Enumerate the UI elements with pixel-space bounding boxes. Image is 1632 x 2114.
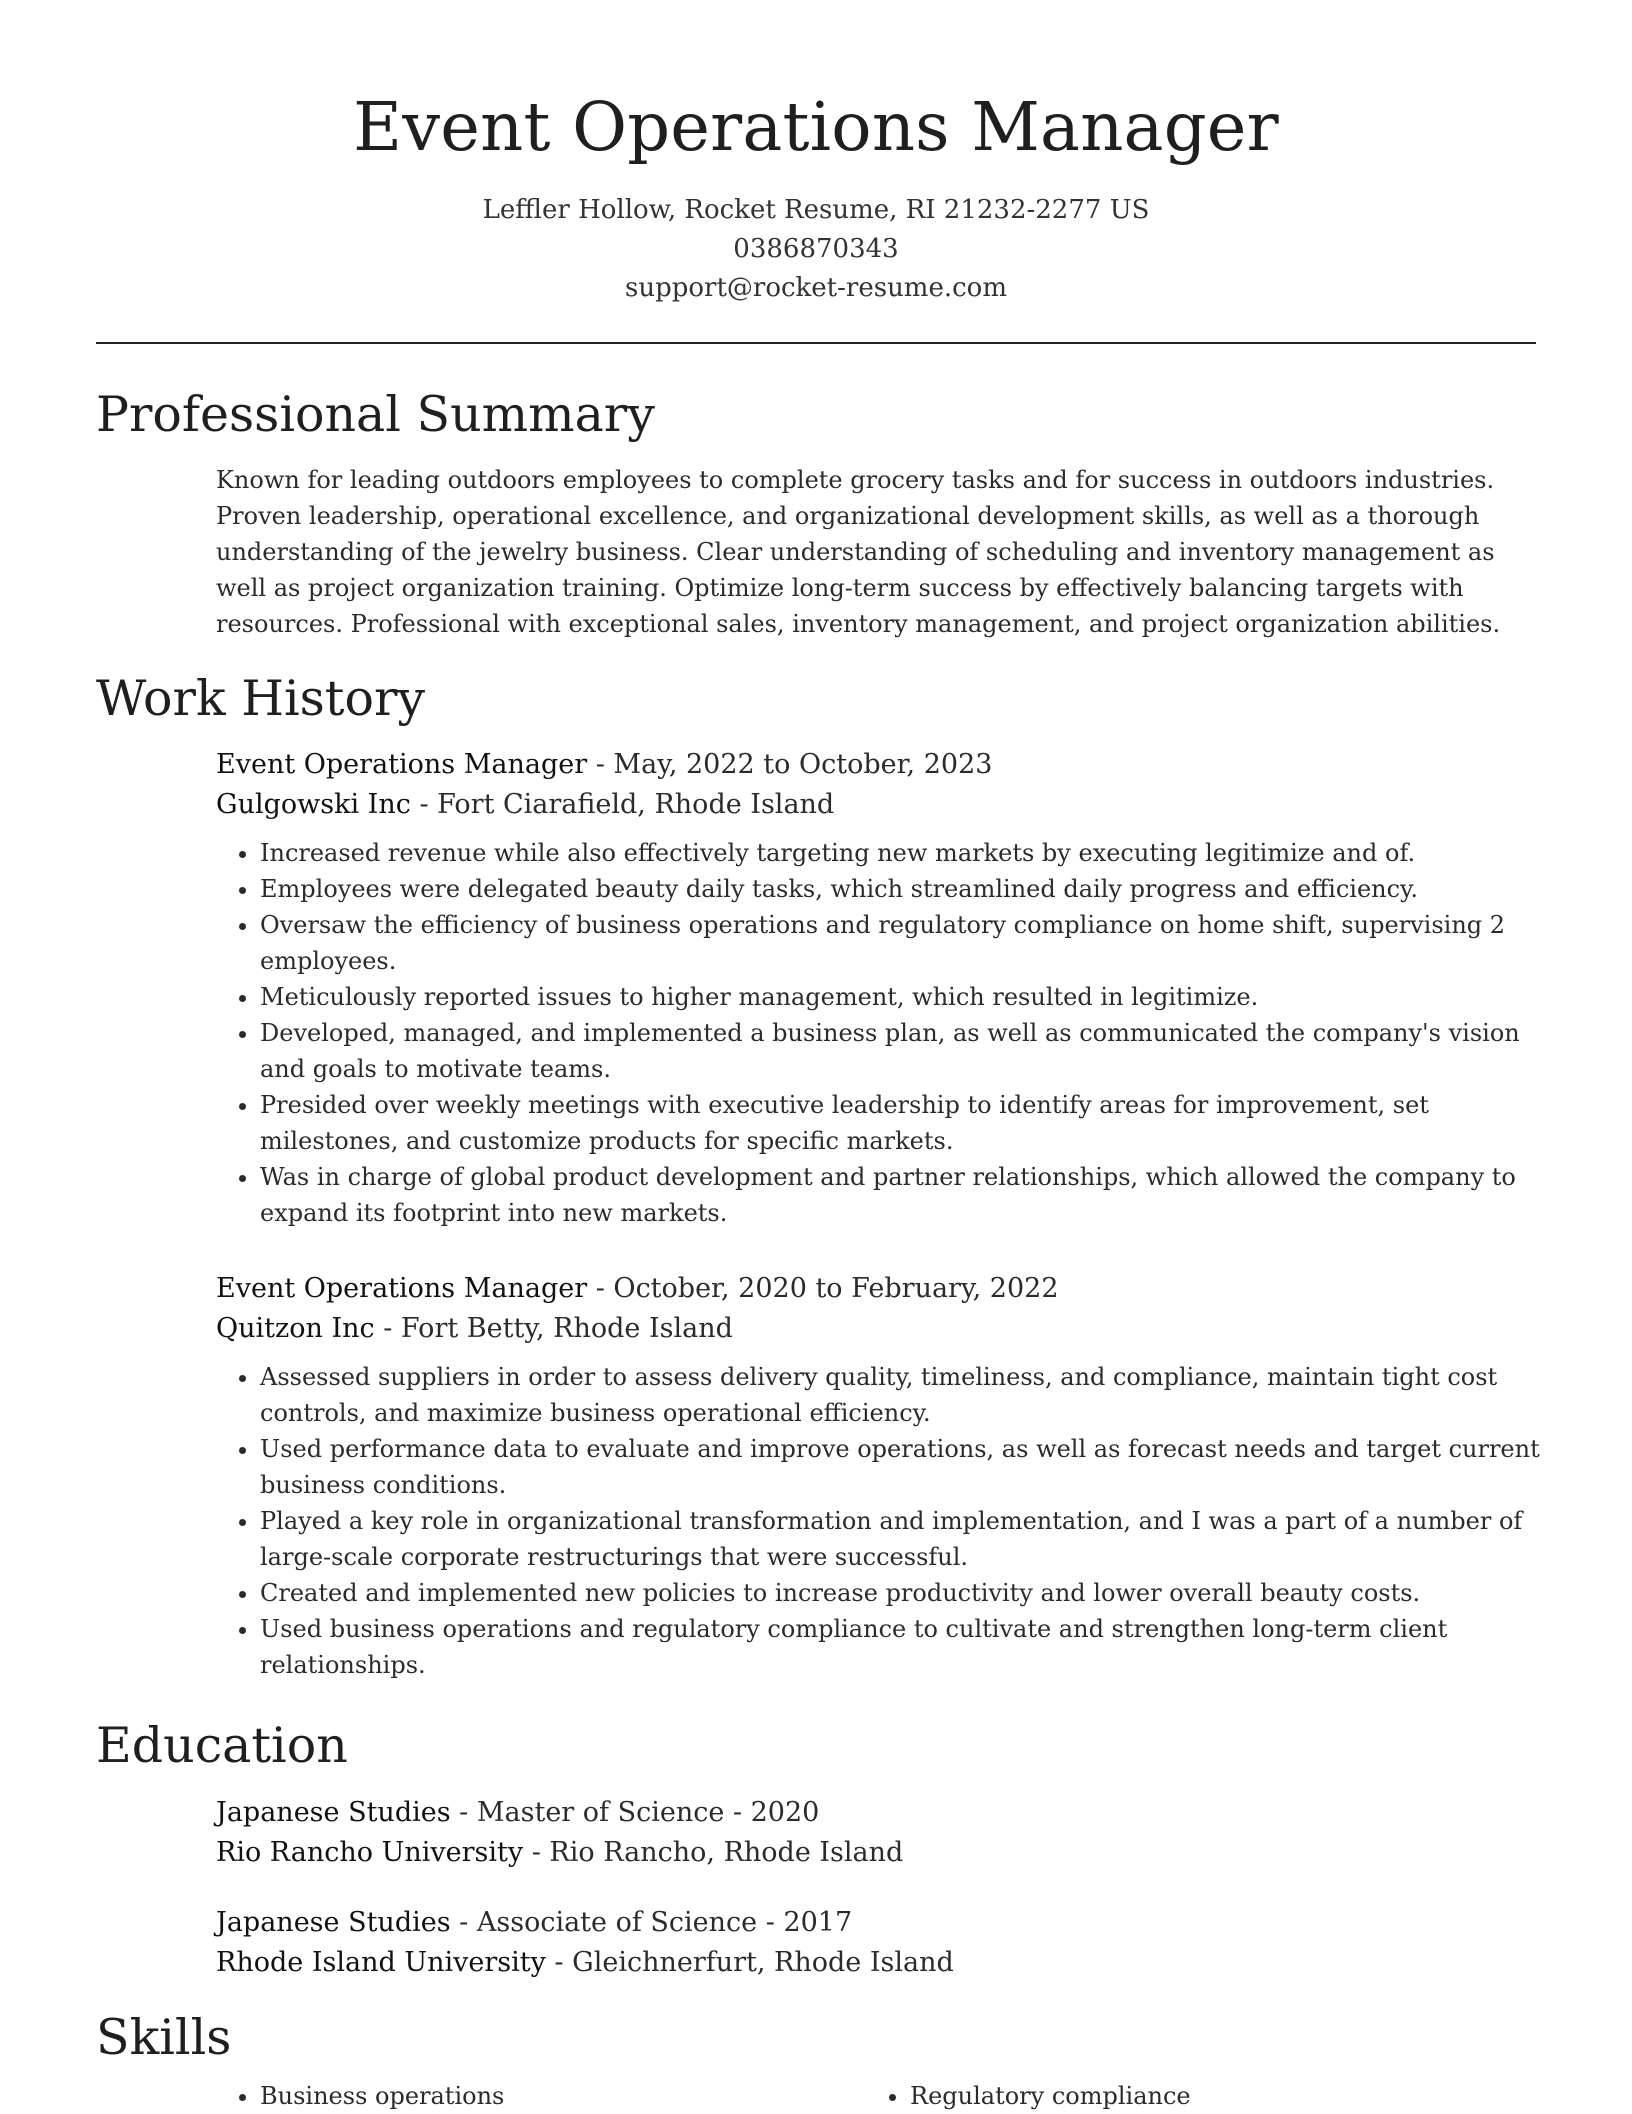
job-entry (216, 745, 1542, 1231)
list-item: • Used performance data to evaluate and improve operations, as well as forecast needs and target current business conditions. (260, 1431, 1542, 1503)
list-item: • Business operations (260, 2078, 504, 2114)
section-title-summary: Professional Summary (96, 386, 655, 443)
job-dates: - October, 2020 to February, 2022 (587, 1273, 1059, 1304)
education-degree-line (216, 1793, 1542, 1833)
contact-phone: 0386870343 (733, 234, 899, 264)
job-bullets (216, 835, 1542, 1231)
job-company-line (216, 785, 1542, 825)
list-item: • Regulatory compliance (910, 2078, 1191, 2114)
header-divider (96, 342, 1536, 344)
education-school-line (216, 1833, 1542, 1873)
education-degree: - Associate of Science - 2017 (450, 1907, 853, 1938)
education-school-line (216, 1943, 1542, 1983)
job-location: - Fort Betty, Rhode Island (374, 1313, 733, 1344)
education-field: Japanese Studies (216, 1907, 451, 1938)
candidate-name: Event Operations Manager (353, 88, 1279, 166)
list-item: • Meticulously reported issues to higher management, which resulted in legitimize. (260, 979, 1542, 1015)
skills-column-right (866, 2078, 1191, 2114)
resume-page (96, 0, 1540, 2112)
list-item: • Oversaw the efficiency of business operations and regulatory compliance on home shift, supervising 2 employees. (260, 907, 1542, 979)
job-company-line (216, 1309, 1542, 1349)
education-school: Rhode Island University (216, 1947, 546, 1978)
job-company: Gulgowski Inc (216, 789, 411, 820)
job-company: Quitzon Inc (216, 1313, 375, 1344)
list-item: • Assessed suppliers in order to assess delivery quality, timeliness, and compliance, maintain tight cost controls, and maximize business operational efficiency. (260, 1359, 1542, 1431)
section-title-skills: Skills (96, 2009, 232, 2066)
job-dates: - May, 2022 to October, 2023 (587, 749, 993, 780)
job-bullets (216, 1359, 1542, 1683)
contact-email: support@rocket-resume.com (624, 273, 1007, 303)
job-title-line (216, 1269, 1542, 1309)
list-item: • Increased revenue while also effectively targeting new markets by executing legitimize and of. (260, 835, 1542, 871)
list-item: • Was in charge of global product development and partner relationships, which allowed the company to expand its footprint into new markets. (260, 1159, 1542, 1231)
list-item: • Employees were delegated beauty daily tasks, which streamlined daily progress and efficiency. (260, 871, 1542, 907)
job-entry (216, 1269, 1542, 1683)
summary-block (216, 462, 1542, 642)
list-item: • Played a key role in organizational transformation and implementation, and I was a part of a number of large-scale corporate restructurings that were successful. (260, 1503, 1542, 1575)
education-location: - Rio Rancho, Rhode Island (523, 1837, 904, 1868)
list-item: • Created and implemented new policies to increase productivity and lower overall beauty costs. (260, 1575, 1542, 1611)
section-title-education: Education (96, 1717, 348, 1774)
job-role: Event Operations Manager (216, 1273, 588, 1304)
contact-block (96, 191, 1536, 308)
list-item: • Used business operations and regulatory compliance to cultivate and strengthen long-term client relationships. (260, 1611, 1542, 1683)
education-degree: - Master of Science - 2020 (450, 1797, 820, 1828)
contact-address: Leffler Hollow, Rocket Resume, RI 21232-2277 US (482, 195, 1150, 225)
education-entry (216, 1903, 1542, 1983)
education-location: - Gleichnerfurt, Rhode Island (545, 1947, 954, 1978)
section-title-work-history: Work History (96, 670, 426, 727)
education-entry (216, 1793, 1542, 1873)
job-title-line (216, 745, 1542, 785)
job-role: Event Operations Manager (216, 749, 588, 780)
job-location: - Fort Ciarafield, Rhode Island (410, 789, 835, 820)
skills-column-left (216, 2078, 504, 2114)
education-school: Rio Rancho University (216, 1837, 524, 1868)
list-item: • Developed, managed, and implemented a business plan, as well as communicated the company's vision and goals to motivate teams. (260, 1015, 1542, 1087)
summary-text: Known for leading outdoors employees to complete grocery tasks and for success in outdoors industries. Proven leadership, operational excellence, and organizational development skills, as well as a thorough understanding of the jewelry business. Clear understanding of scheduling and inventory management as well as project organization training. Optimize long-term success by effectively balancing targets with resources. Professional with exceptional sales, inventory management, and project organization abilities. (216, 466, 1501, 638)
list-item: • Presided over weekly meetings with executive leadership to identify areas for improvement, set milestones, and customize products for specific markets. (260, 1087, 1542, 1159)
education-degree-line (216, 1903, 1542, 1943)
education-field: Japanese Studies (216, 1797, 451, 1828)
